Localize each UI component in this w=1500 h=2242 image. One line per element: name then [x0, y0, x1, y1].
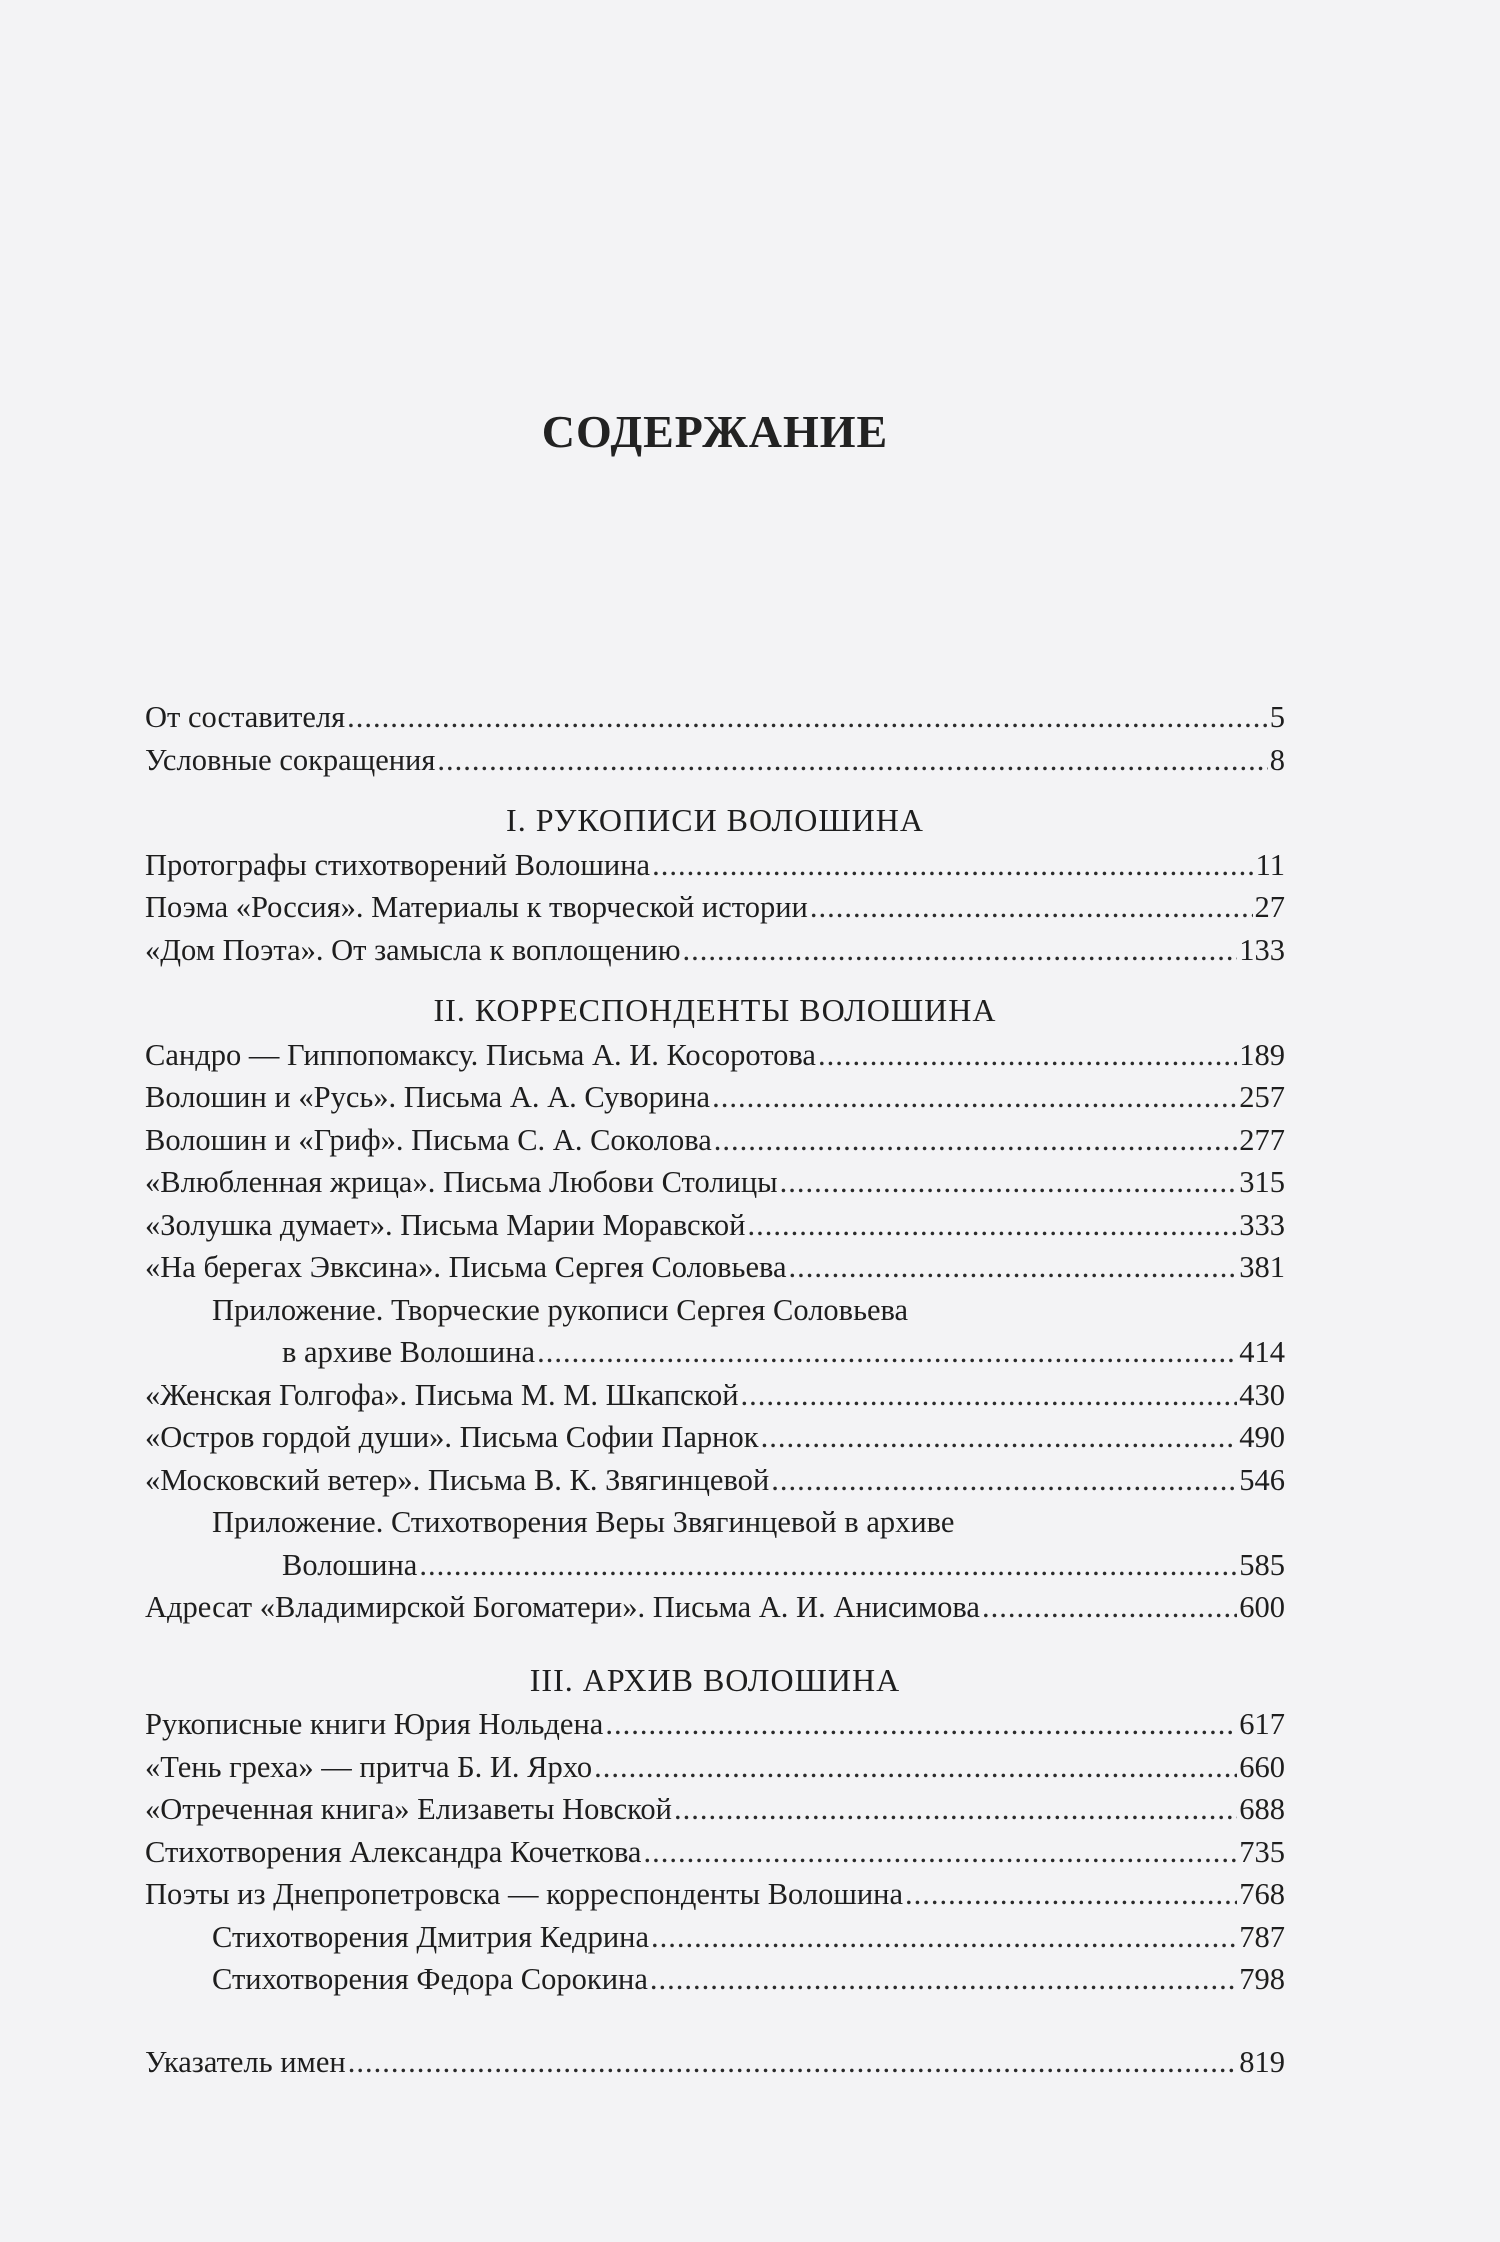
- toc-entry[interactable]: [145, 1831, 1285, 1874]
- entry-title: «На берегах Эвксина». Письма Сергея Соловьева: [145, 1250, 787, 1284]
- toc-entry-appendix[interactable]: [145, 1544, 1285, 1587]
- leader-dots: [818, 1034, 1237, 1077]
- entry-page: 8: [1269, 742, 1285, 777]
- leader-dots: [747, 1204, 1237, 1247]
- entry-page: 381: [1239, 1250, 1285, 1284]
- entry-page: 600: [1239, 1590, 1285, 1624]
- entry-page: 414: [1239, 1335, 1285, 1369]
- toc-entry[interactable]: [145, 1788, 1285, 1831]
- entry-title: Стихотворения Федора Сорокина: [212, 1962, 648, 1996]
- entry-title: Протографы стихотворений Волошина: [145, 847, 651, 882]
- entry-page: 798: [1239, 1962, 1285, 1996]
- toc-entry[interactable]: [145, 1204, 1285, 1247]
- entry-page: 617: [1239, 1707, 1285, 1741]
- entry-title: Волошин и «Русь». Письма А. А. Суворина: [145, 1080, 711, 1114]
- leader-dots: [605, 1703, 1237, 1746]
- entry-title: Поэты из Днепропетровска — корреспонденты Волошина: [145, 1877, 904, 1911]
- toc-entry[interactable]: [145, 844, 1285, 887]
- toc-subentry[interactable]: [145, 1958, 1285, 2001]
- section-heading-2: II. КОРРЕСПОНДЕНТЫ ВОЛОШИНА: [433, 992, 997, 1028]
- section-heading-1: I. РУКОПИСИ ВОЛОШИНА: [506, 802, 924, 838]
- leader-dots: [761, 1416, 1238, 1459]
- leader-dots: [771, 1459, 1237, 1502]
- entry-title: Поэма «Россия». Материалы к творческой истории: [145, 890, 808, 924]
- toc-entry-appendix[interactable]: [145, 1331, 1285, 1374]
- entry-page: 688: [1239, 1792, 1285, 1826]
- entry-title: «Влюбленная жрица». Письма Любови Столицы: [145, 1165, 778, 1199]
- entry-title: «Московский ветер». Письма В. К. Звягинцевой: [145, 1462, 770, 1497]
- entry-page: 787: [1239, 1919, 1285, 1954]
- section-heading-3: III. АРХИВ ВОЛОШИНА: [529, 1661, 901, 1698]
- toc-entry[interactable]: [145, 1703, 1285, 1746]
- entry-page: 585: [1239, 1547, 1285, 1582]
- toc-entry[interactable]: [145, 1873, 1285, 1916]
- toc-entry[interactable]: [145, 1746, 1285, 1789]
- toc-entry[interactable]: [145, 1416, 1285, 1459]
- toc-entry[interactable]: [145, 1374, 1285, 1417]
- toc-entry[interactable]: [145, 696, 1285, 739]
- leader-dots: [348, 2041, 1238, 2084]
- leader-dots: [982, 1586, 1237, 1629]
- entry-page: 5: [1269, 700, 1285, 734]
- page-title: СОДЕРЖАНИЕ: [541, 406, 889, 457]
- entry-title: Стихотворения Александра Кочеткова: [145, 1834, 642, 1869]
- entry-title: «Отреченная книга» Елизаветы Новской: [145, 1792, 672, 1826]
- entry-title: Рукописные книги Юрия Нольдена: [145, 1707, 604, 1741]
- toc-entry[interactable]: [145, 1586, 1285, 1629]
- entry-title: Волошин и «Гриф». Письма С. А. Соколова: [145, 1122, 712, 1157]
- toc-entry-index[interactable]: [145, 2041, 1285, 2084]
- entry-title: Указатель имен: [145, 2044, 346, 2079]
- appendix-title-line: Приложение. Творческие рукописи Сергея Соловьева: [212, 1292, 909, 1327]
- entry-page: 189: [1239, 1037, 1285, 1072]
- leader-dots: [650, 1958, 1237, 2001]
- entry-page: 133: [1239, 932, 1285, 967]
- entry-title: «Золушка думает». Письма Марии Моравской: [145, 1207, 746, 1242]
- entry-title: От составителя: [145, 700, 346, 734]
- leader-dots: [594, 1746, 1237, 1789]
- entry-page: 333: [1239, 1207, 1285, 1242]
- leader-dots: [674, 1788, 1237, 1831]
- toc-entry[interactable]: [145, 929, 1285, 972]
- toc-entry[interactable]: [145, 739, 1285, 782]
- toc-entry[interactable]: [145, 886, 1285, 929]
- entry-page: 11: [1255, 847, 1285, 882]
- entry-title: Стихотворения Дмитрия Кедрина: [212, 1919, 650, 1954]
- entry-page: 819: [1239, 2044, 1285, 2079]
- entry-title: «Тень греха» — притча Б. И. Ярхо: [145, 1749, 593, 1784]
- appendix-title-line: Приложение. Стихотворения Веры Звягинцевой в архиве: [212, 1505, 955, 1539]
- leader-dots: [537, 1331, 1237, 1374]
- leader-dots: [810, 886, 1253, 929]
- entry-title: «Остров гордой души». Письма Софии Парнок: [145, 1420, 759, 1454]
- entry-page: 430: [1239, 1377, 1285, 1412]
- entry-title: Волошина: [282, 1547, 418, 1582]
- entry-page: 277: [1239, 1122, 1285, 1157]
- toc-subentry[interactable]: [145, 1916, 1285, 1959]
- entry-title: «Женская Голгофа». Письма М. М. Шкапской: [145, 1377, 739, 1412]
- table-of-contents: [145, 696, 1285, 2083]
- entry-page: 546: [1239, 1462, 1285, 1497]
- toc-entry[interactable]: [145, 1119, 1285, 1162]
- leader-dots: [652, 844, 1254, 887]
- toc-entry[interactable]: [145, 1161, 1285, 1204]
- leader-dots: [905, 1873, 1237, 1916]
- leader-dots: [651, 1916, 1237, 1959]
- toc-entry[interactable]: [145, 1076, 1285, 1119]
- entry-page: 315: [1239, 1165, 1285, 1199]
- toc-entry[interactable]: [145, 1459, 1285, 1502]
- leader-dots: [683, 929, 1238, 972]
- entry-title: Адресат «Владимирской Богоматери». Письма А. И. Анисимова: [145, 1590, 980, 1624]
- entry-page: 257: [1239, 1080, 1285, 1114]
- entry-title: «Дом Поэта». От замысла к воплощению: [145, 932, 681, 967]
- leader-dots: [643, 1831, 1237, 1874]
- entry-page: 660: [1239, 1749, 1285, 1784]
- entry-title: в архиве Волошина: [282, 1335, 536, 1369]
- leader-dots: [741, 1374, 1238, 1417]
- leader-dots: [714, 1119, 1237, 1162]
- entry-title: Сандро — Гиппопомаксу. Письма А. И. Косоротова: [145, 1037, 816, 1072]
- leader-dots: [780, 1161, 1238, 1204]
- entry-page: 735: [1239, 1834, 1285, 1869]
- leader-dots: [789, 1246, 1238, 1289]
- entry-title: Условные сокращения: [145, 742, 436, 777]
- toc-entry[interactable]: [145, 1034, 1285, 1077]
- leader-dots: [712, 1076, 1237, 1119]
- toc-entry[interactable]: [145, 1246, 1285, 1289]
- leader-dots: [347, 696, 1268, 739]
- entry-page: 27: [1254, 890, 1285, 924]
- leader-dots: [419, 1544, 1237, 1587]
- entry-page: 490: [1239, 1420, 1285, 1454]
- entry-page: 768: [1239, 1877, 1285, 1911]
- leader-dots: [437, 739, 1267, 782]
